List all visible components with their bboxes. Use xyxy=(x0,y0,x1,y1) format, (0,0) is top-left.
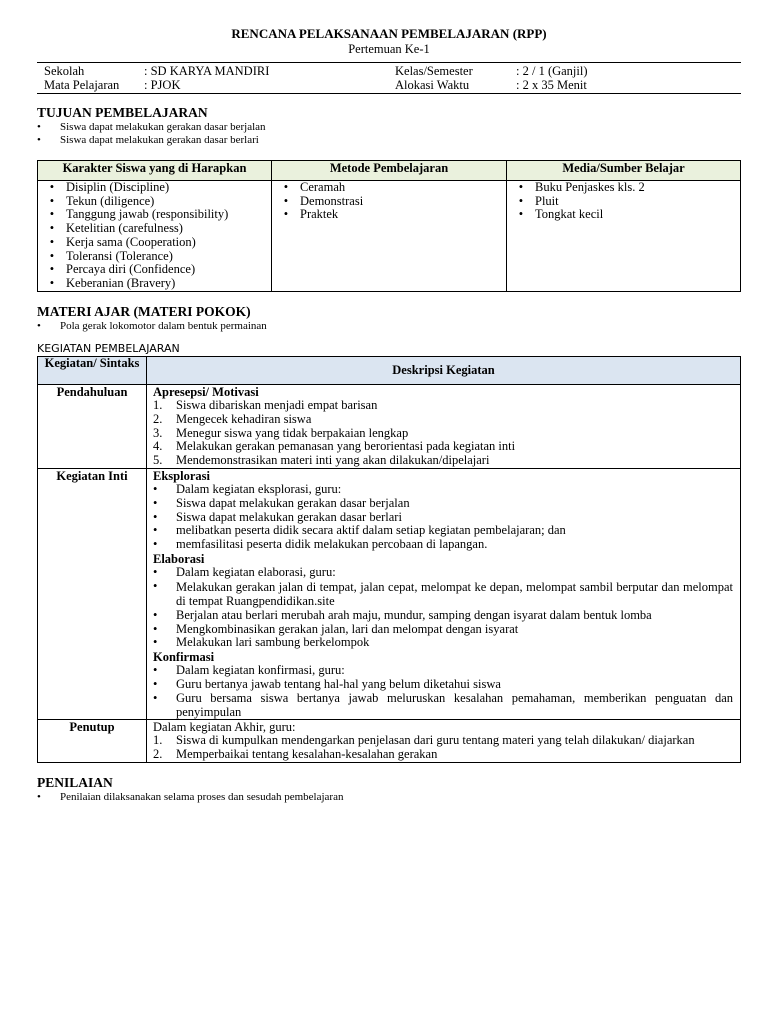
section-heading: PENILAIAN xyxy=(37,774,113,790)
document-subtitle: Pertemuan Ke-1 xyxy=(348,42,430,56)
bullet-icon: • xyxy=(518,193,524,208)
metode-cell xyxy=(272,181,507,292)
list-item: 1. Siswa di kumpulkan mendengarkan penjelasan dari guru tentang materi yang telah dilakukan/ diajarkan xyxy=(153,733,695,748)
row-label: Kegiatan Inti xyxy=(38,468,147,719)
bullet-icon: • xyxy=(153,578,158,593)
sub-heading: Apresepsi/ Motivasi xyxy=(153,385,259,399)
karakter-metode-media-table xyxy=(37,160,741,292)
bullet-icon: • xyxy=(153,690,158,705)
bullet-icon: • xyxy=(153,537,158,552)
list-item: 2. Memperbaikai tentang kesalahan-kesalahan gerakan xyxy=(153,747,438,762)
bullet-icon: • xyxy=(153,523,158,538)
list-item: • Siswa dapat melakukan gerakan dasar berlari xyxy=(153,509,402,524)
list-item: • Penilaian dilaksanakan selama proses dan sesudah pembelajaran xyxy=(37,790,344,803)
list-item: • Guru bertanya jawab tentang hal-hal yang belum diketahui siswa xyxy=(153,676,501,691)
bullet-icon: • xyxy=(283,180,289,194)
list-item: • Kerja sama (Cooperation) xyxy=(38,236,271,250)
list-item: • Guru bersama siswa bertanya jawab meluruskan kesalahan pemahaman, memberikan penguatan dan penyimpulan xyxy=(153,690,733,719)
list-item: • Dalam kegiatan elaborasi, guru: xyxy=(153,564,336,579)
info-label: Sekolah xyxy=(44,64,85,78)
list-item: • Buku Penjaskes kls. 2 xyxy=(507,181,740,195)
sub-heading: Konfirmasi xyxy=(153,650,215,665)
column-header: Kegiatan/ Sintaks xyxy=(38,357,147,385)
bullet-icon: • xyxy=(49,221,55,236)
pendahuluan-cell xyxy=(147,385,741,469)
bullet-icon: • xyxy=(49,275,55,290)
list-item: • Siswa dapat melakukan gerakan dasar berjalan xyxy=(153,495,410,510)
column-header: Metode Pembelajaran xyxy=(272,161,507,181)
list-item: • Melakukan gerakan jalan di tempat, jalan cepat, melompat ke depan, melompat sambil berputar dan melompat di tempat Ruangpendidikan.site xyxy=(153,578,733,609)
info-value: : SD KARYA MANDIRI xyxy=(144,64,270,78)
bullet-icon: • xyxy=(153,564,158,579)
list-item: • Pluit xyxy=(507,195,740,209)
bullet-icon: • xyxy=(49,248,55,263)
karakter-cell xyxy=(38,181,272,292)
list-item: 1. Siswa dibariskan menjadi empat barisan xyxy=(153,398,378,412)
bullet-icon: • xyxy=(37,320,41,332)
list-item: 3. Menegur siswa yang tidak berpakaian lengkap xyxy=(153,425,409,440)
list-item: • Ketelitian (carefulness) xyxy=(38,222,271,236)
bullet-icon: • xyxy=(49,262,55,277)
info-value: : 2 x 35 Menit xyxy=(516,78,587,92)
cell-intro: Dalam kegiatan Akhir, guru: xyxy=(153,720,296,735)
bullet-icon: • xyxy=(49,234,55,249)
bullet-icon: • xyxy=(153,663,158,678)
bullet-icon: • xyxy=(153,676,158,691)
list-item: • Toleransi (Tolerance) xyxy=(38,250,271,264)
list-item: • Mengkombinasikan gerakan jalan, lari dan melompat dengan isyarat xyxy=(153,621,519,636)
list-item: • Siswa dapat melakukan gerakan dasar berjalan xyxy=(37,121,266,133)
column-header: Media/Sumber Belajar xyxy=(507,161,741,181)
info-block xyxy=(37,62,741,94)
bullet-icon: • xyxy=(518,207,524,222)
media-cell xyxy=(507,181,741,292)
list-item: • Siswa dapat melakukan gerakan dasar berlari xyxy=(37,134,259,146)
bullet-icon: • xyxy=(283,207,289,222)
bullet-icon: • xyxy=(153,621,158,636)
tujuan-section xyxy=(37,105,741,147)
info-label: Alokasi Waktu xyxy=(395,78,470,92)
list-item: • memfasilitasi peserta didik melakukan percobaan di lapangan. xyxy=(153,537,488,552)
sub-heading: Eksplorasi xyxy=(153,468,210,483)
bullet-icon: • xyxy=(153,481,158,496)
section-heading: TUJUAN PEMBELAJARAN xyxy=(37,105,208,120)
bullet-icon: • xyxy=(37,121,41,133)
bullet-icon: • xyxy=(283,193,289,208)
list-item: • Dalam kegiatan eksplorasi, guru: xyxy=(153,481,342,496)
bullet-icon: • xyxy=(49,180,55,194)
penutup-cell xyxy=(147,720,741,763)
info-row xyxy=(37,64,741,78)
bullet-icon: • xyxy=(37,790,41,803)
bullet-icon: • xyxy=(49,207,55,222)
document-title: RENCANA PELAKSANAAN PEMBELAJARAN (RPP) xyxy=(231,26,547,41)
info-value: : 2 / 1 (Ganjil) xyxy=(516,64,588,78)
list-item: 2. Mengecek kehadiran siswa xyxy=(153,411,312,426)
info-label: Kelas/Semester xyxy=(395,64,473,78)
list-item: • Pola gerak lokomotor dalam bentuk permainan xyxy=(37,320,267,332)
list-item: • Keberanian (Bravery) xyxy=(38,277,271,291)
list-item: • melibatkan peserta didik secara aktif dalam setiap kegiatan pembelajaran; dan xyxy=(153,523,566,538)
bullet-icon: • xyxy=(153,509,158,524)
list-item: • Ceramah xyxy=(272,181,506,195)
row-label: Pendahuluan xyxy=(38,385,147,469)
sub-heading: Elaborasi xyxy=(153,551,205,566)
list-item: 5. Mendemonstrasikan materi inti yang akan dilakukan/dipelajari xyxy=(153,453,490,468)
materi-section xyxy=(37,304,741,333)
list-item: • Demonstrasi xyxy=(272,195,506,209)
rpp-document xyxy=(37,26,741,804)
bullet-icon: • xyxy=(518,180,524,194)
list-item: • Tanggung jawab (responsibility) xyxy=(38,208,271,222)
list-item: • Melakukan lari sambung berkelompok xyxy=(153,635,370,650)
bullet-icon: • xyxy=(153,495,158,510)
row-label: Penutup xyxy=(38,720,147,763)
kegiatan-heading: KEGIATAN PEMBELAJARAN xyxy=(37,342,180,355)
section-heading: MATERI AJAR (MATERI POKOK) xyxy=(37,304,251,319)
info-row xyxy=(37,78,741,92)
info-value: : PJOK xyxy=(144,78,181,92)
kegiatan-table xyxy=(37,356,741,763)
column-header: Deskripsi Kegiatan xyxy=(147,357,741,385)
list-item: • Tongkat kecil xyxy=(507,208,740,222)
list-item: • Berjalan atau berlari merubah arah maju, mundur, samping dengan isyarat dalam bentuk lomba xyxy=(153,607,652,622)
bullet-icon: • xyxy=(49,193,55,208)
column-header: Karakter Siswa yang di Harapkan xyxy=(38,161,272,181)
list-item: • Disiplin (Discipline) xyxy=(38,181,271,195)
info-label: Mata Pelajaran xyxy=(44,78,120,92)
list-item: • Percaya diri (Confidence) xyxy=(38,263,271,277)
inti-cell xyxy=(147,468,741,719)
bullet-icon: • xyxy=(153,607,158,622)
list-item: • Dalam kegiatan konfirmasi, guru: xyxy=(153,663,345,678)
bullet-icon: • xyxy=(153,635,158,650)
penilaian-section xyxy=(37,775,741,804)
list-item: • Praktek xyxy=(272,208,506,222)
bullet-icon: • xyxy=(37,134,41,146)
list-item: 4. Melakukan gerakan pemanasan yang berorientasi pada kegiatan inti xyxy=(153,439,516,454)
list-item: • Tekun (diligence) xyxy=(38,195,271,209)
